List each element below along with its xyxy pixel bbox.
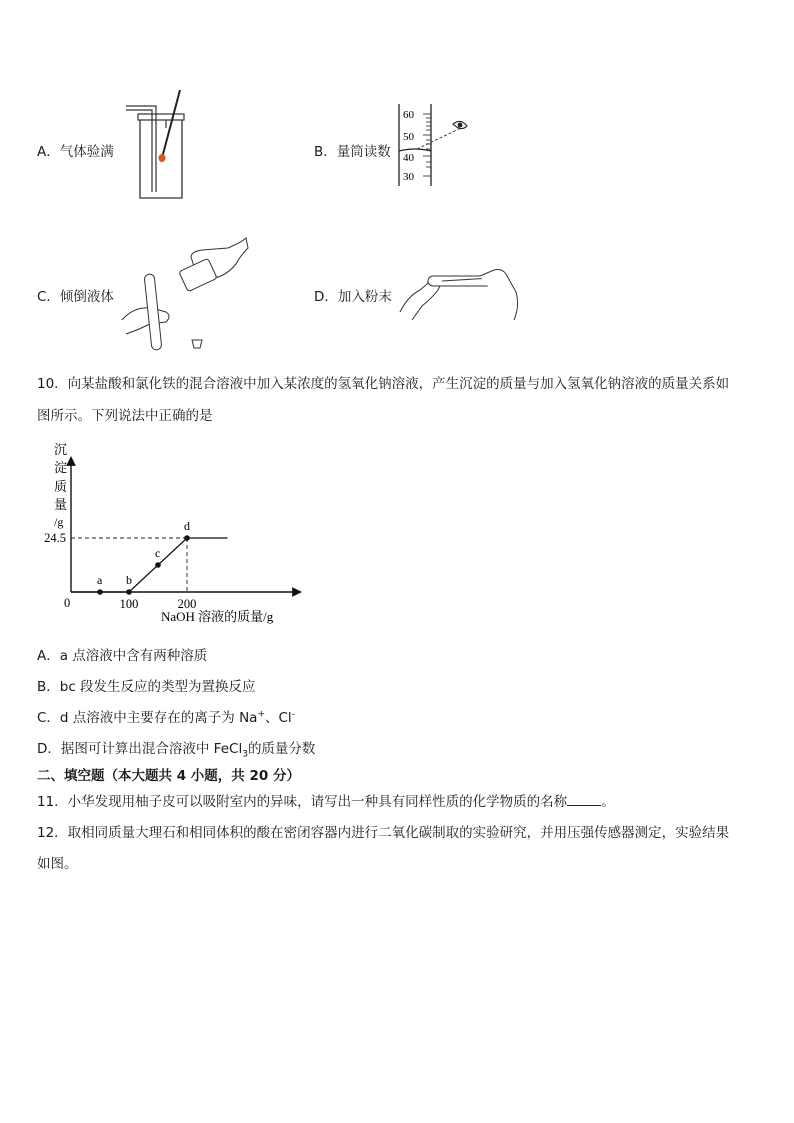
- ylabel-char-3: 质: [54, 479, 68, 494]
- q10-stem-line1: 10．向某盐酸和氯化铁的混合溶液中加入某浓度的氢氧化钠溶液，产生沉淀的质量与加入氢氧化钠溶液的质量关系如: [37, 376, 730, 392]
- pouring-liquid-figure: [118, 230, 258, 355]
- tick-30: 30: [403, 171, 414, 183]
- q11-text-after: 。: [601, 794, 615, 810]
- q10-option-d-suffix: 的质量分数: [247, 741, 316, 757]
- origin-label: 0: [64, 596, 71, 610]
- x-axis-label: NaOH 溶液的质量/g: [161, 609, 274, 624]
- q11-text: [37, 790, 615, 810]
- tick-50: 50: [403, 131, 414, 143]
- option-c-label: C．倾倒液体: [37, 289, 114, 305]
- q10-option-d: [37, 737, 315, 760]
- point-b: [126, 589, 132, 595]
- section-2-heading: 二、填空题（本大题共 4 小题，共 20 分）: [37, 768, 300, 784]
- q10-option-c-prefix: C．d 点溶液中主要存在的离子为 Na: [37, 710, 258, 726]
- point-label-b: b: [126, 573, 132, 587]
- tick-60: 60: [403, 109, 414, 121]
- gas-bottle-figure: [118, 88, 198, 203]
- q12-line2: 如图。: [37, 856, 78, 872]
- ylabel-char-2: 淀: [54, 460, 68, 475]
- option-d-label: D．加入粉末: [314, 289, 392, 305]
- ylabel-char-4: 量: [54, 497, 68, 512]
- fecl3-subscript: 3: [242, 749, 248, 760]
- point-label-d: d: [184, 519, 190, 533]
- series-line: [71, 538, 228, 592]
- q10-option-c-mid: 、Cl: [265, 710, 292, 726]
- y-tick-24-5: 24.5: [44, 531, 66, 545]
- q11-answer-blank[interactable]: [567, 793, 601, 806]
- q12-line1: 12．取相同质量大理石和相同体积的酸在密闭容器内进行二氧化碳制取的实验研究，并用压强传感器测定，实验结果: [37, 825, 730, 841]
- ylabel-char-1: 沉: [54, 442, 68, 457]
- q10-stem-line2: 图所示。下列说法中正确的是: [37, 408, 213, 424]
- cl-charge: -: [291, 709, 295, 720]
- point-label-c: c: [155, 546, 161, 560]
- point-d: [184, 535, 190, 541]
- option-b-label: B．量筒读数: [314, 144, 391, 160]
- graduated-cylinder-figure: [395, 100, 475, 192]
- x-tick-100: 100: [119, 597, 139, 611]
- q11-text-before: 11．小华发现用柚子皮可以吸附室内的异味，请写出一种具有同样性质的化学物质的名称: [37, 794, 568, 810]
- x-tick-200: 200: [177, 597, 197, 611]
- point-c: [155, 562, 161, 568]
- point-label-a: a: [97, 573, 103, 587]
- tick-40: 40: [403, 152, 414, 164]
- q10-option-c: [37, 706, 295, 726]
- option-a-label: A．气体验满: [37, 144, 114, 160]
- adding-powder-figure: [398, 262, 523, 324]
- na-charge: +: [257, 709, 265, 720]
- precipitate-mass-chart: [36, 436, 316, 628]
- q10-option-d-prefix: D．据图可计算出混合溶液中 FeCl: [37, 741, 243, 757]
- q10-option-b: B．bc 段发生反应的类型为置换反应: [37, 679, 256, 695]
- ylabel-char-5: /g: [54, 515, 64, 529]
- q10-option-a: A．a 点溶液中含有两种溶质: [37, 648, 208, 664]
- point-a: [97, 589, 103, 595]
